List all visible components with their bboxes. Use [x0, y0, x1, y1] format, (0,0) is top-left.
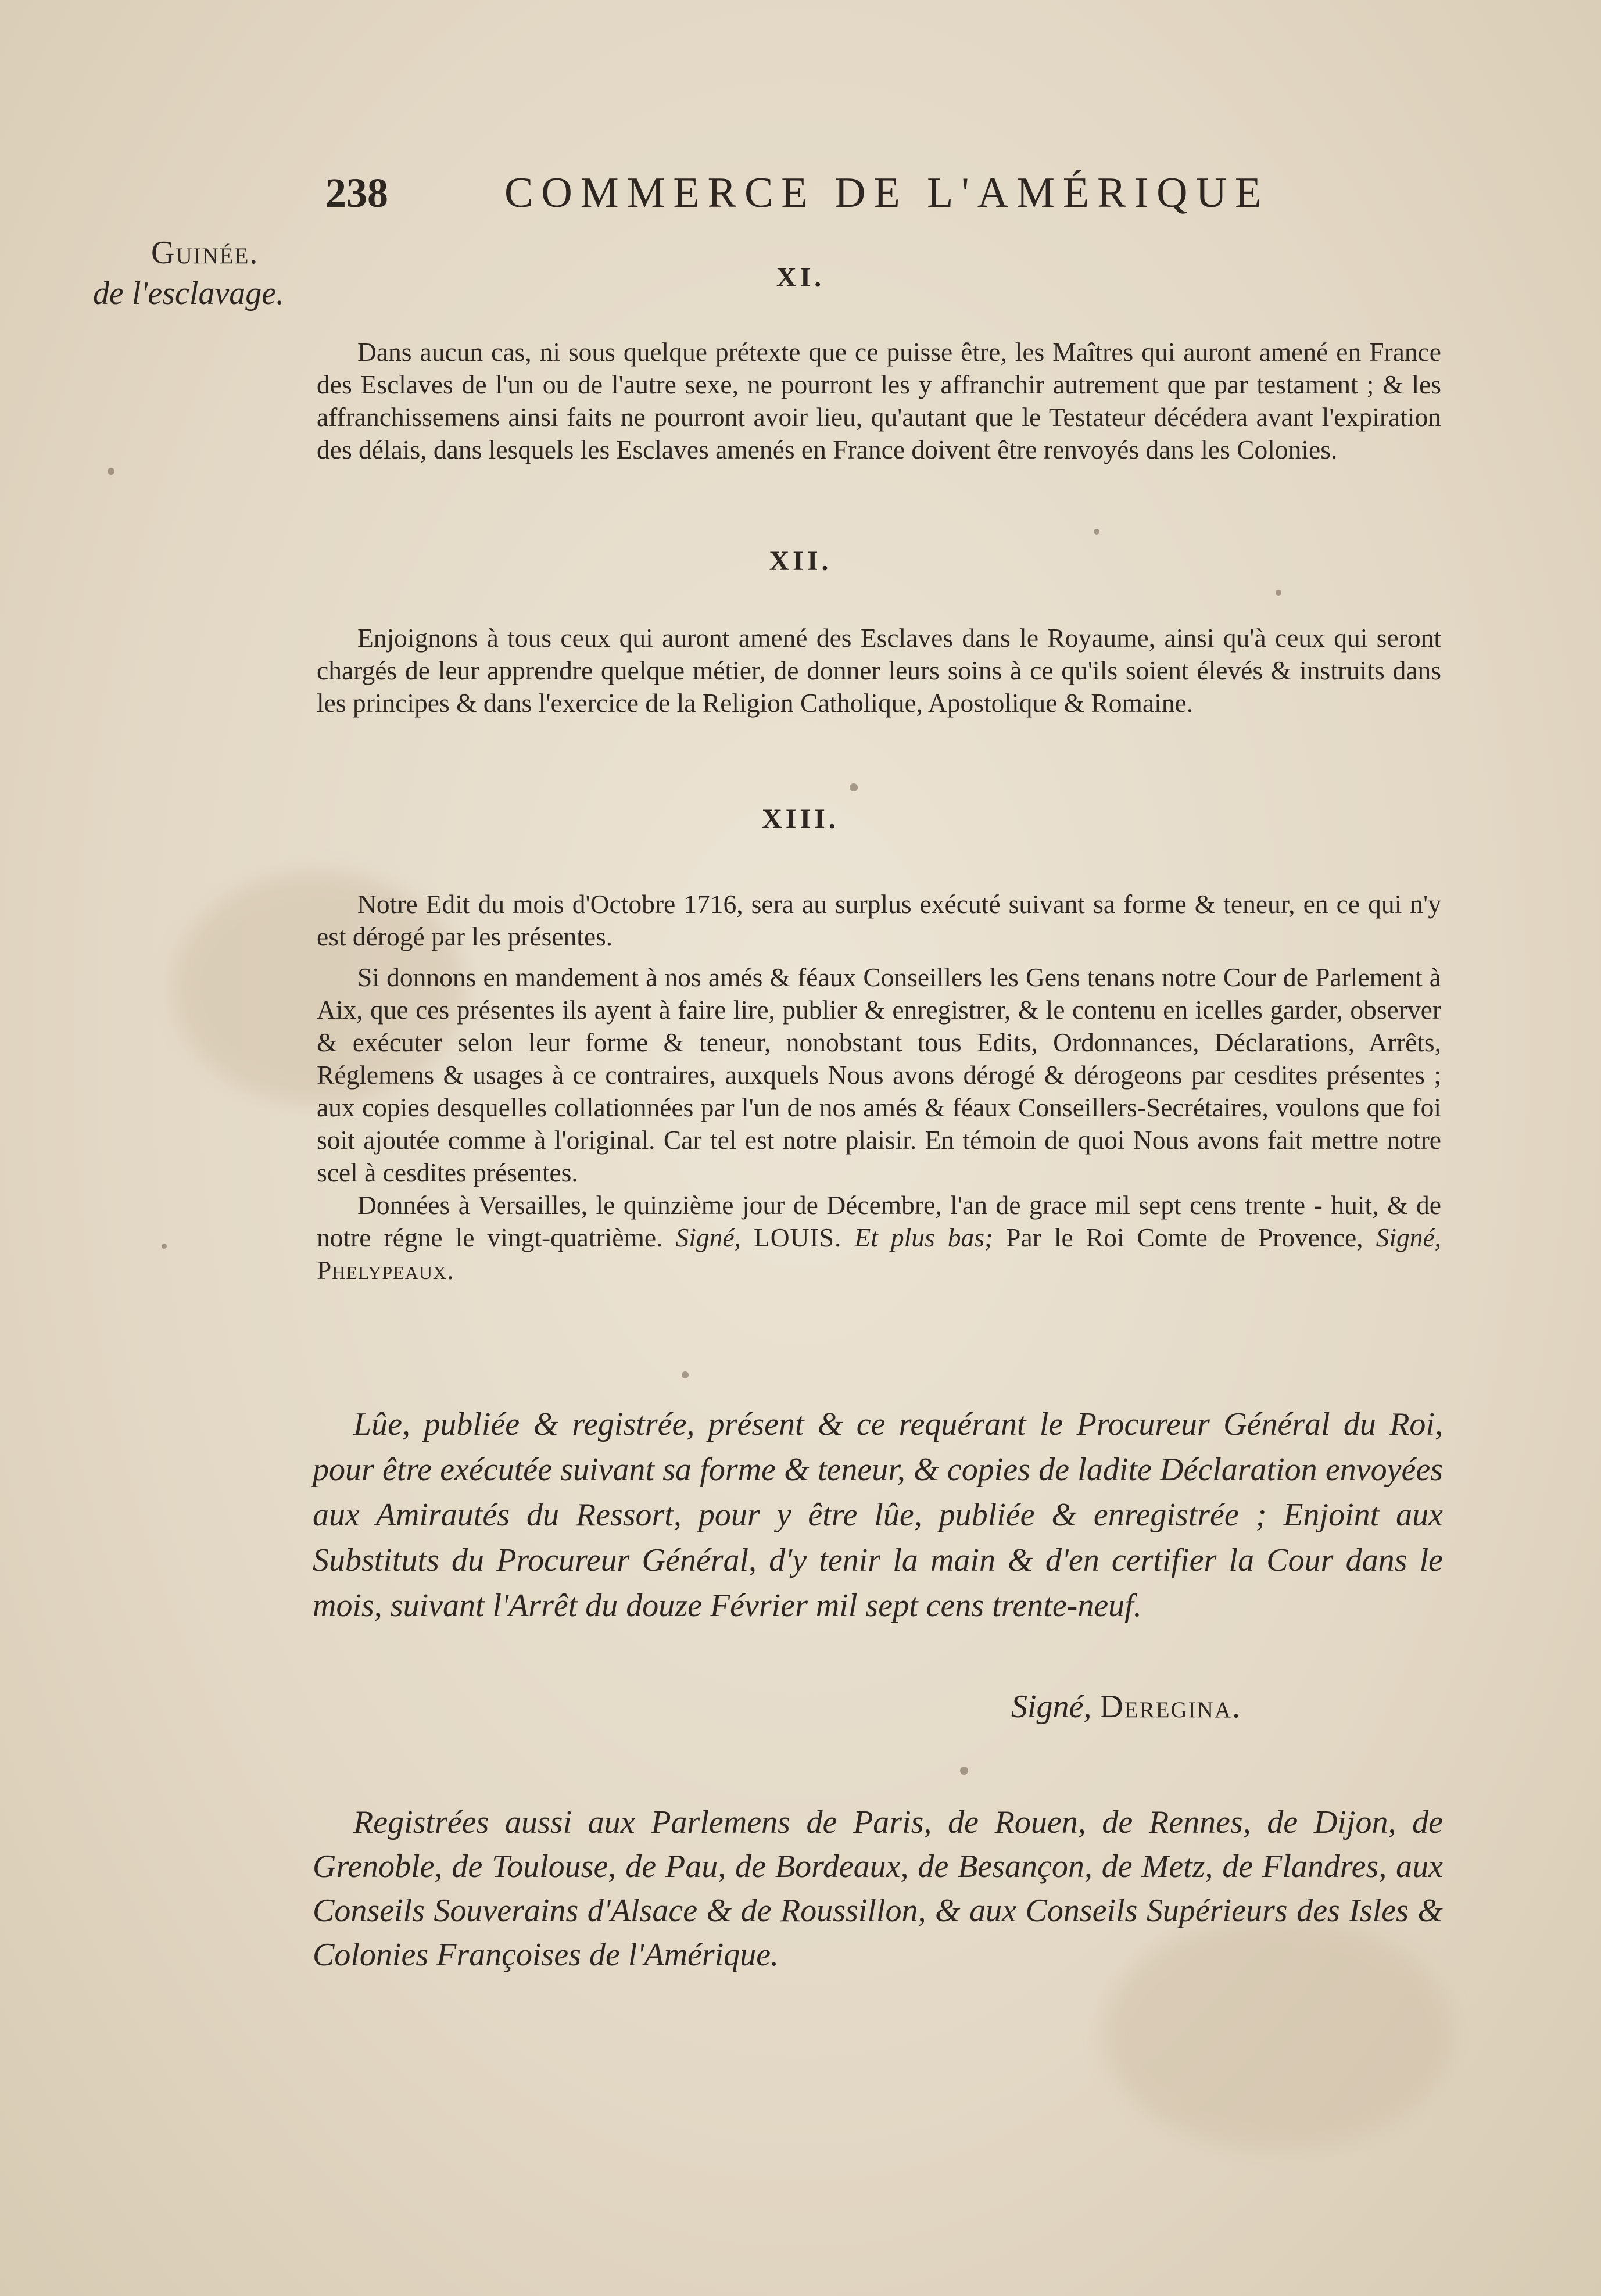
article-number-xii: XII.	[769, 546, 832, 576]
paragraph: Notre Edit du mois d'Octobre 1716, sera au surplus exécuté suivant sa forme & teneur, en ce qui n'y est dérogé par les présentes.	[317, 889, 1441, 951]
ink-spot	[850, 783, 858, 791]
ink-spot	[1276, 590, 1281, 596]
paragraph: Enjoignons à tous ceux qui auront amené des Esclaves dans le Royaume, ainsi qu'à ceux qui seront chargés de leur apprendre quelque métier, de donner leurs soins à ce qu'ils soient élevés & instruits dans les principes & dans l'exercice de la Religion Catholique, Apostolique & Romaine.	[317, 623, 1441, 718]
ink-spot	[108, 468, 114, 475]
signe-word-2: Signé	[1376, 1223, 1435, 1252]
dating-paragraph: Données à Versailles, le quinzième jour de Décembre, l'an de grace mil sept cens trente - huit, & de notre régne le vingt-quatrième. Signé, LOUIS. Et plus bas; Par le Roi Comte de Provence, Signé, Phelypeaux.	[317, 1190, 1442, 1285]
article-number-xi: XI.	[776, 262, 825, 293]
king-name: LOUIS.	[754, 1223, 842, 1252]
page-number: 238	[325, 170, 388, 216]
minister-name: Phelypeaux.	[317, 1255, 454, 1285]
signature	[1011, 1688, 1241, 1725]
margin-note-line2: de l'esclavage.	[93, 275, 285, 311]
paragraph: Dans aucun cas, ni sous quelque prétexte que ce puisse être, les Maîtres qui auront amené en France des Esclaves de l'un ou de l'autre sexe, ne pourront les y affranchir autrement que par testament ; & les affranchissemens ainsi faits ne pourront avoir lieu, qu'autant que le Testateur décédera avant l'expiration des délais, dans lesquels les Esclaves amenés en France doivent être renvoyés dans les Colonies.	[317, 337, 1441, 464]
par-le-roi: Par le Roi Comte de Provence	[1006, 1223, 1357, 1252]
article-xiii-text	[317, 888, 1441, 1287]
article-xii-text	[317, 622, 1441, 719]
signe-label: Signé,	[1011, 1689, 1092, 1725]
article-xi-text	[317, 336, 1441, 466]
dating-text: Données à Versailles, le quinzième jour de Décembre, l'an de grace mil sept cens trente - huit, & de notre régne le vingt-quatrième.	[317, 1190, 1441, 1252]
signe-word: Signé	[675, 1223, 735, 1252]
running-head	[325, 169, 1313, 232]
ink-spot	[162, 1244, 167, 1249]
ink-spot	[1094, 529, 1099, 535]
registration-text: Lûe, publiée & registrée, présent & ce requérant le Procureur Général du Roi, pour être exécutée suivant sa forme & teneur, & copies de ladite Déclaration envoyées aux Amirautés du Ressort, pour y être lûe, publiée & enregistrée ; Enjoint aux Substituts du Procureur Général, d'y tenir la main & d'en certifier la Cour dans le mois, suivant l'Arrêt du douze Février mil sept cens trente-neuf.	[313, 1406, 1443, 1624]
paragraph: Si donnons en mandement à nos amés & féaux Conseillers les Gens tenans notre Cour de Parlement à Aix, que ces présentes ils ayent à faire lire, publier & enregistrer, & le contenu en icelles garder, observer & exécuter selon leur forme & teneur, nonobstant tous Edits, Ordonnances, Déclarations, Arrêts, Réglemens & usages à ce contraires, auxquels Nous avons dérogé & dérogeons par cesdites présentes ; aux copies desquelles collationnées par l'un de nos amés & féaux Conseillers-Secrétaires, voulons que foi soit ajoutée comme à l'original. Car tel est notre plaisir. En témoin de quoi Nous avons fait mettre notre scel à cesdites présentes.	[317, 962, 1441, 1187]
signature-name: Deregina.	[1099, 1689, 1242, 1725]
also-registered-text: Registrées aussi aux Parlemens de Paris, de Rouen, de Rennes, de Dijon, de Grenoble, de Toulouse, de Pau, de Bordeaux, de Besançon, de Metz, de Flandres, aux Conseils Souverains d'Alsace & de Roussillon, & aux Conseils Supérieurs des Isles & Colonies Françoises de l'Amérique.	[313, 1804, 1443, 1973]
ink-spot	[682, 1371, 689, 1378]
margin-note-line1: Guinée.	[151, 235, 259, 271]
ink-spot	[960, 1767, 968, 1775]
article-number-xiii: XIII.	[762, 804, 839, 834]
et-plus-bas: Et plus bas;	[854, 1223, 994, 1252]
running-title: COMMERCE DE L'AMÉRIQUE	[504, 169, 1270, 217]
